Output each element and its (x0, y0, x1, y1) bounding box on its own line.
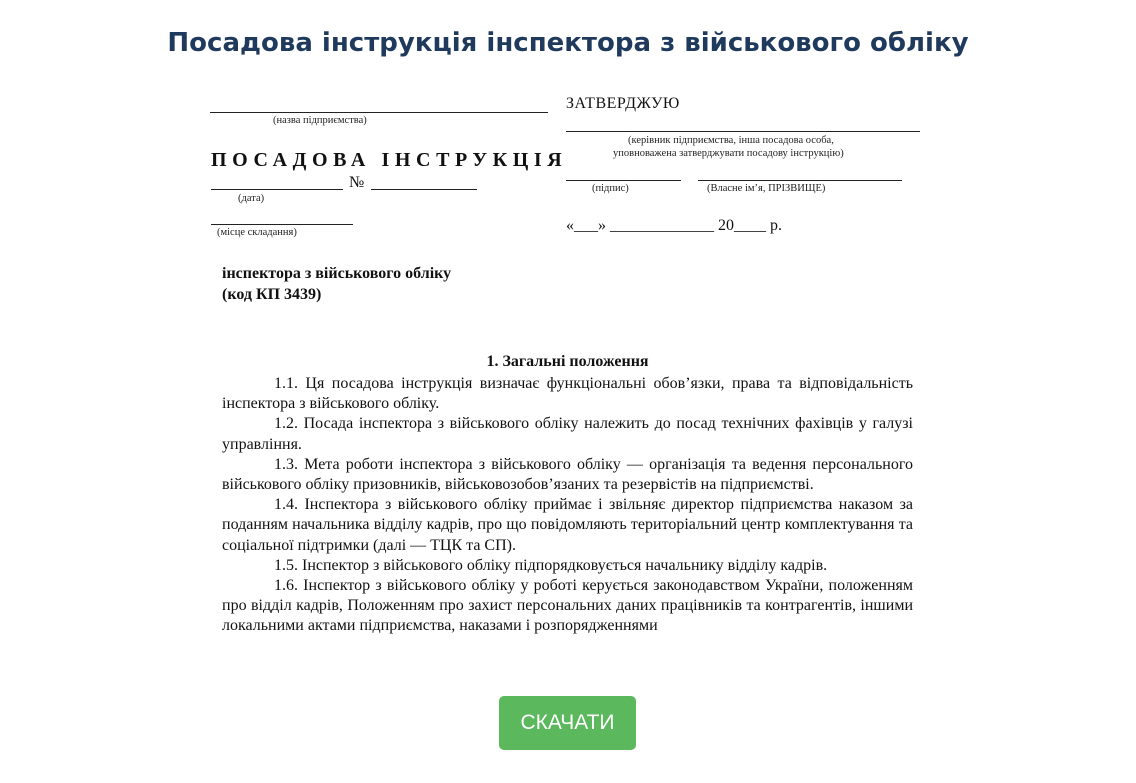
section-title: 1. Загальні положення (486, 353, 649, 370)
paragraph: 1.1. Ця посадова інструкція визначає функціональні обов’язки, права та відповідальність інспектора з військового обліку. (222, 375, 913, 413)
enterprise-caption: (назва підприємства) (273, 115, 367, 126)
date-line (211, 189, 343, 190)
approve-label: ЗАТВЕРДЖУЮ (566, 95, 680, 112)
position-title: інспектора з військового обліку (222, 265, 452, 282)
name-line (698, 180, 902, 181)
name-caption: (Власне ім’я, ПРІЗВИЩЕ) (707, 183, 826, 194)
signature-caption: (підпис) (592, 183, 629, 194)
paragraph: 1.2. Посада інспектора з військового обліку належить до посад технічних фахівців у галузі управління. (222, 415, 913, 453)
paragraph: 1.5. Інспектор з військового обліку підпорядковується начальнику відділу кадрів. (274, 556, 828, 574)
signature-line (566, 180, 681, 181)
place-caption: (місце складання) (217, 227, 297, 238)
document-title: ПОСАДОВА ІНСТРУКЦІЯ (211, 149, 568, 171)
section-body (222, 374, 913, 637)
approval-date: «___» _____________ 20____ р. (566, 217, 782, 234)
place-line (211, 224, 353, 225)
position-code: (код КП 3439) (222, 286, 322, 303)
paragraph: 1.3. Мета роботи інспектора з військового обліку — організація та ведення персонального військового обліку призовників, військовозобов’язаних та резервістів на підприємстві. (222, 455, 913, 494)
approver-caption-line1: (керівник підприємства, інша посадова особа, (628, 135, 834, 146)
download-button[interactable]: СКАЧАТИ (499, 696, 636, 750)
enterprise-name-line (210, 112, 548, 113)
paragraph: 1.6. Інспектор з військового обліку у роботі керується законодавством України, положенням про відділ кадрів, Положенням про захист персональних даних працівників та контрагентів, іншими локальними актами підприємства, наказами і розпорядженнями (222, 577, 913, 635)
paragraph: 1.4. Інспектора з військового обліку приймає і звільняє директор підприємства наказом за поданням начальника відділу кадрів, про що повідомляють територіальний центр комплектування та соціальної підтримки (далі — ТЦК та СП). (222, 496, 913, 554)
number-sign: № (349, 174, 365, 191)
approver-caption-line2: уповноважена затверджувати посадову інструкцію) (613, 148, 844, 159)
number-line (371, 189, 477, 190)
date-caption: (дата) (238, 193, 265, 204)
approver-line (566, 131, 920, 132)
page-title: Посадова інструкція інспектора з військового обліку (167, 28, 969, 58)
